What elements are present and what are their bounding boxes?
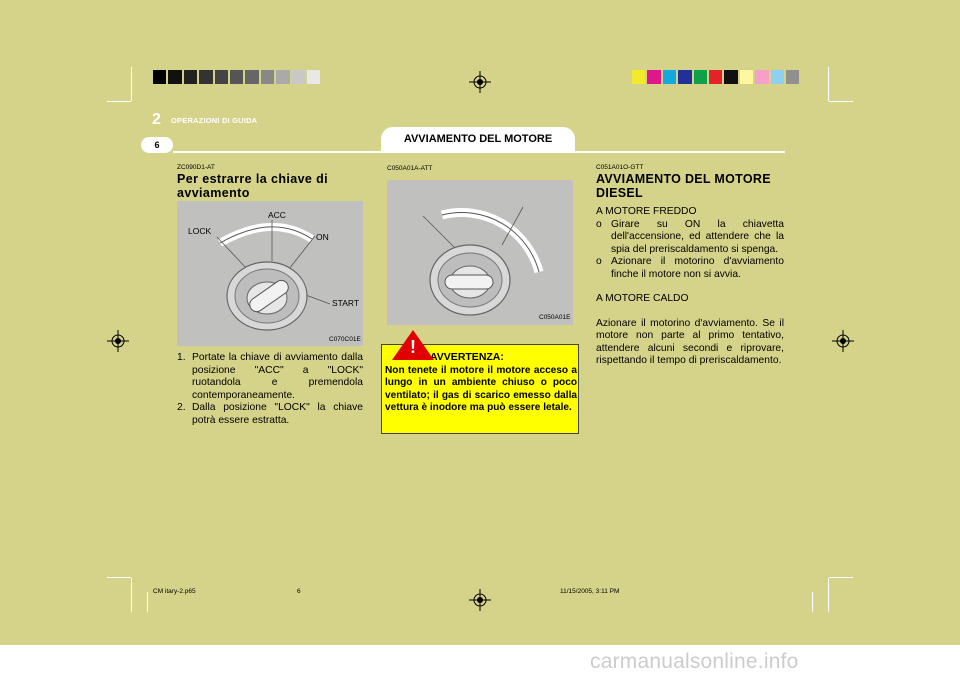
grayscale-bar: [153, 70, 322, 84]
figure-label-lock: LOCK: [188, 226, 212, 236]
section-code: C051A01O-GTT: [596, 164, 644, 171]
bullet: o: [596, 218, 602, 230]
list-item: [596, 256, 784, 281]
chapter-tab: AVVIAMENTO DEL MOTORE: [381, 127, 575, 152]
figure-caption: C070C01E: [329, 336, 361, 343]
footer-file: CM itary-2.p65: [153, 588, 196, 595]
step-text: Dalla posizione "LOCK" la chiave potrà essere estratta.: [192, 402, 363, 426]
crop-mark: [131, 67, 132, 101]
section-code: ZC090D1-AT: [177, 164, 215, 171]
crop-mark: [107, 577, 131, 578]
section-title: OPERAZIONI DI GUIDA: [171, 116, 258, 125]
ignition-dial-illustration: [387, 180, 573, 325]
list-item: [596, 219, 784, 257]
registration-target-icon: [469, 71, 491, 93]
registration-target-icon: [107, 330, 129, 352]
warning-text: Non tenete il motore il motore acceso a lungo in un ambiente chiuso o poco ventilato; il gas di scarico emesso dalla vettura è inodore ma può essere letale.: [385, 365, 577, 414]
right-column: [596, 164, 784, 368]
section-heading: Per estrarre la chiave di avviamento: [177, 172, 329, 200]
left-steps: [177, 352, 363, 427]
bullet: o: [596, 256, 602, 267]
left-column: [177, 164, 363, 200]
page-number: 6: [141, 137, 173, 153]
hot-start-title: A MOTORE CALDO: [596, 293, 689, 304]
ignition-key-figure: [177, 201, 363, 346]
registration-target-icon: [469, 589, 491, 611]
list-text: Girare su ON la chiavetta dell'accensione, ed attendere che la spia del preriscaldamento si spenga.: [611, 218, 784, 255]
registration-target-icon: [832, 330, 854, 352]
list-item: [177, 352, 363, 402]
crop-mark: [131, 578, 132, 612]
figure-label-start: START: [332, 298, 360, 308]
crop-mark: [812, 592, 813, 612]
header-rule: [173, 151, 785, 153]
figure-label-acc: ACC: [268, 210, 286, 220]
figure-caption: C050A01E: [539, 314, 571, 321]
cold-start-title: A MOTORE FREDDO: [596, 206, 697, 217]
section-code: C050A01A-ATT: [387, 165, 433, 172]
crop-mark: [829, 577, 853, 578]
exclamation-icon: !: [410, 337, 416, 357]
footer-date: 11/15/2005, 3:11 PM: [560, 588, 620, 595]
engine-start-figure: [387, 180, 573, 325]
figure-label-on: ON: [316, 232, 329, 242]
list-item: [177, 402, 363, 427]
section-number: 2: [152, 111, 161, 128]
crop-mark: [107, 101, 131, 102]
ignition-switch-illustration: [177, 201, 363, 346]
crop-mark: [828, 578, 829, 612]
section-heading: AVVIAMENTO DEL MOTORE DIESEL: [596, 172, 771, 200]
cold-start-list: [596, 219, 784, 282]
crop-mark: [147, 592, 148, 612]
crop-mark: [829, 101, 853, 102]
watermark: carmanualsonline.info: [590, 650, 799, 673]
step-number: 2.: [177, 402, 186, 413]
warning-title: AVVERTENZA:: [430, 351, 504, 363]
crop-mark: [828, 67, 829, 101]
hot-start-text: Azionare il motorino d'avviamento. Se il motore non parte al primo tentativo, attendere alcuni secondi e riprovare, rispettando il tempo di preriscaldamento.: [596, 317, 784, 366]
step-number: 1.: [177, 352, 186, 363]
color-bar: [632, 70, 801, 84]
step-text: Portate la chiave di avviamento dalla posizione "ACC" a "LOCK" ruotandola e premendola contemporaneamente.: [192, 352, 363, 401]
footer-page: 6: [297, 588, 301, 595]
list-text: Azionare il motorino d'avviamento finche il motore non si avvia.: [611, 256, 784, 280]
